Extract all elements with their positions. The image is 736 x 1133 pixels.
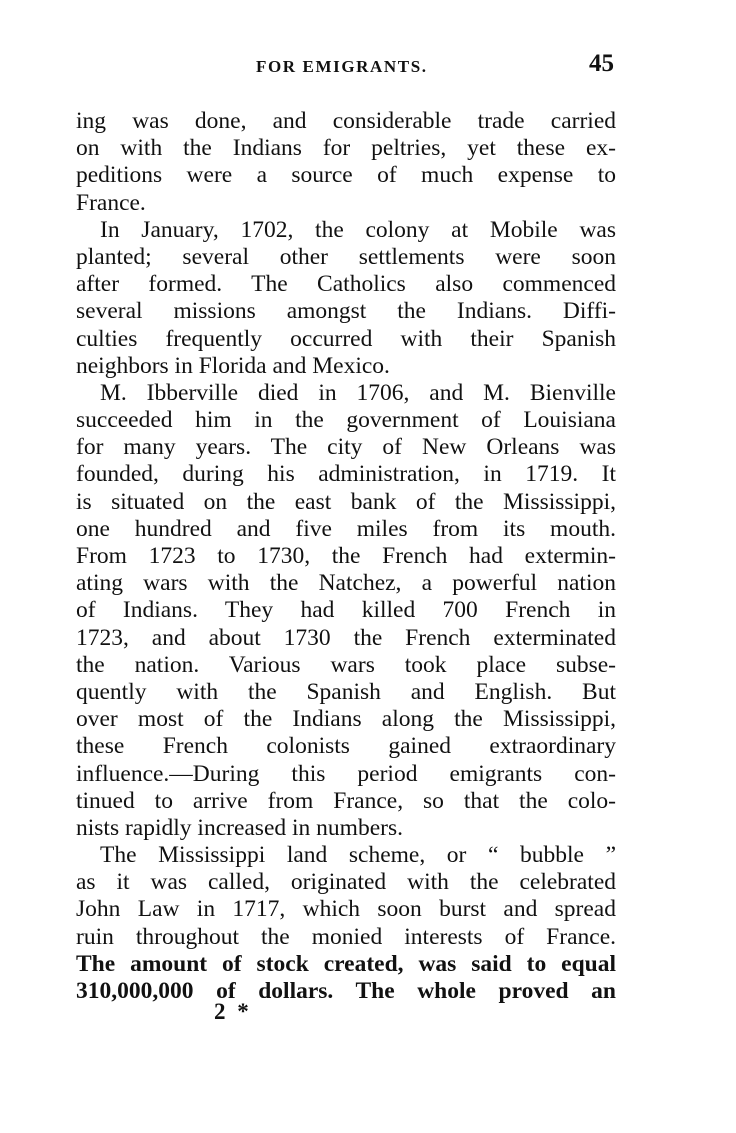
text-line: over most of the Indians along the Mississippi, [76, 706, 616, 733]
text-line: as it was called, originated with the celebrated [76, 869, 616, 896]
text-line: of Indians. They had killed 700 French in [76, 597, 616, 624]
text-line: for many years. The city of New Orleans was [76, 434, 616, 461]
text-line: France. [76, 189, 146, 216]
text-line: From 1723 to 1730, the French had extermin- [76, 543, 616, 569]
text-line: founded, during his administration, in 1719. It [76, 461, 616, 488]
text-line: succeeded him in the government of Louisiana [76, 407, 616, 434]
signature-mark: 2 * [214, 999, 252, 1024]
text-line: M. Ibberville died in 1706, and M. Bienville [100, 379, 616, 406]
page-number: 45 [589, 50, 614, 77]
text-line: these French colonists gained extraordinary [76, 733, 616, 760]
text-line: quently with the Spanish and English. But [76, 678, 616, 705]
text-line: The amount of stock created, was said to equal [76, 950, 616, 977]
text-line: ing was done, and considerable trade carried [76, 108, 616, 134]
text-line: nists rapidly increased in numbers. [76, 814, 403, 841]
text-line: peditions were a source of much expense to [76, 162, 616, 189]
text-line: tinued to arrive from France, so that the colo- [76, 787, 616, 814]
text-line: 310,000,000 of dollars. The whole proved an [76, 978, 616, 1004]
text-line: several missions amongst the Indians. Diffi- [76, 298, 616, 325]
text-line: the nation. Various wars took place subse- [76, 651, 616, 678]
running-title: FOR EMIGRANTS. [256, 57, 428, 76]
text-line: after formed. The Catholics also commenced [76, 271, 616, 298]
text-line: In January, 1702, the colony at Mobile was [100, 216, 616, 243]
text-line: John Law in 1717, which soon burst and spread [76, 896, 616, 923]
text-line: neighbors in Florida and Mexico. [76, 352, 390, 379]
text-line: on with the Indians for peltries, yet these ex- [76, 135, 616, 162]
text-line: culties frequently occurred with their Spanish [76, 325, 616, 352]
body-text [76, 108, 616, 1005]
text-line: ating wars with the Natchez, a powerful nation [76, 570, 616, 597]
text-line: ruin throughout the monied interests of France. [76, 923, 616, 950]
text-line: is situated on the east bank of the Mississippi, [76, 488, 616, 515]
text-line: The Mississippi land scheme, or “ bubble ” [100, 842, 616, 869]
text-line: 1723, and about 1730 the French exterminated [76, 624, 616, 651]
text-line: one hundred and five miles from its mouth. [76, 515, 616, 542]
text-line: planted; several other settlements were soon [76, 243, 616, 270]
text-line: influence.—During this period emigrants con- [76, 760, 616, 787]
